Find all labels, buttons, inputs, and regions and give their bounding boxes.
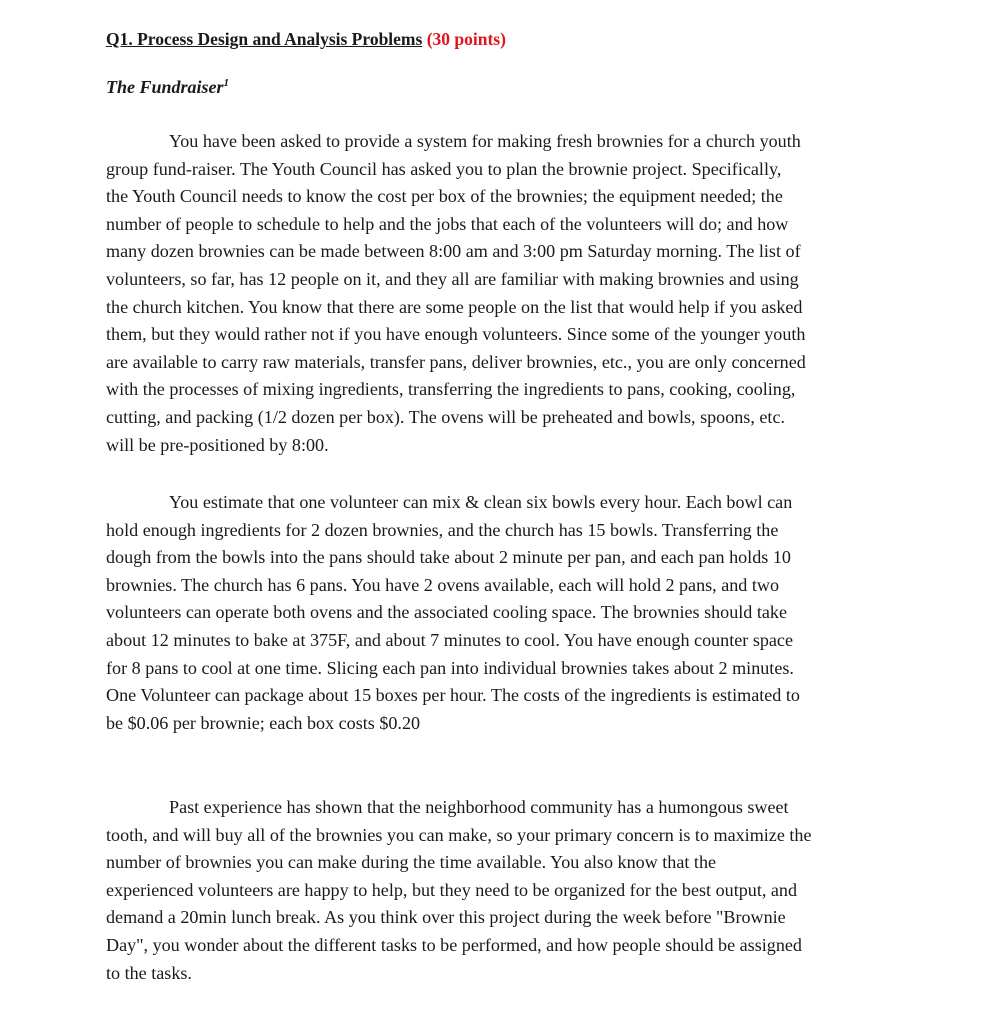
- section-subtitle: [106, 72, 936, 102]
- paragraph-line: experienced volunteers are happy to help, but they need to be organized for the best output, and: [106, 879, 798, 900]
- paragraph-line: tooth, and will buy all of the brownies you can make, so your primary concern is to maximize the: [106, 824, 812, 845]
- paragraph-line: You have been asked to provide a system for making fresh brownies for a church youth: [169, 131, 801, 151]
- paragraph-line: be $0.06 per brownie; each box costs $0.20: [106, 712, 421, 733]
- paragraph-line: many dozen brownies can be made between 8:00 am and 3:00 pm Saturday morning. The list of: [106, 241, 801, 262]
- paragraph-line: demand a 20min lunch break. As you think over this project during the week before "Brownie: [106, 907, 786, 928]
- question-title: Q1. Process Design and Analysis Problems: [106, 29, 423, 49]
- paragraph-line: for 8 pans to cool at one time. Slicing each pan into individual brownies takes about 2 minutes.: [106, 657, 794, 678]
- paragraph-line: cutting, and packing (1/2 dozen per box). The ovens will be preheated and bowls, spoons, etc.: [106, 406, 786, 427]
- paragraph-line: the church kitchen. You know that there are some people on the list that would help if you asked: [106, 296, 803, 317]
- footnote-mark: 1: [223, 77, 230, 89]
- paragraph-line: group fund-raiser. The Youth Council has asked you to plan the brownie project. Specifically,: [106, 158, 782, 179]
- paragraph-line: volunteers can operate both ovens and the associated cooling space. The brownies should take: [106, 602, 787, 623]
- paragraph-line: volunteers, so far, has 12 people on it, and they all are familiar with making brownies and using: [106, 268, 799, 289]
- subtitle-text: The Fundraiser: [106, 77, 224, 97]
- paragraph-line: will be pre-positioned by 8:00.: [106, 434, 329, 455]
- paragraph-2: [106, 489, 800, 737]
- paragraph-1: [106, 128, 806, 459]
- paragraph-line: You estimate that one volunteer can mix & clean six bowls every hour. Each bowl can: [169, 492, 793, 512]
- document-page: [106, 24, 936, 983]
- paragraph-line: with the processes of mixing ingredients, transferring the ingredients to pans, cooking, cooling,: [106, 379, 796, 400]
- paragraph-line: hold enough ingredients for 2 dozen brownies, and the church has 15 bowls. Transferring the: [106, 519, 779, 540]
- paragraph-line: about 12 minutes to bake at 375F, and about 7 minutes to cool. You have enough counter space: [106, 629, 793, 650]
- paragraph-line: dough from the bowls into the pans should take about 2 minute per pan, and each pan holds 10: [106, 547, 791, 568]
- paragraph-line: Day", you wonder about the different tasks to be performed, and how people should be assigned: [106, 934, 802, 955]
- paragraph-line: Past experience has shown that the neighborhood community has a humongous sweet: [169, 797, 789, 817]
- paragraph-line: are available to carry raw materials, transfer pans, deliver brownies, etc., you are only concerned: [106, 351, 806, 372]
- paragraph-line: number of brownies you can make during the time available. You also know that the: [106, 852, 717, 873]
- paragraph-line: the Youth Council needs to know the cost per box of the brownies; the equipment needed; the: [106, 186, 783, 207]
- paragraph-line: them, but they would rather not if you have enough volunteers. Since some of the younger youth: [106, 324, 806, 345]
- question-heading: [106, 24, 936, 54]
- question-points: (30 points): [422, 29, 506, 49]
- paragraph-3: [106, 794, 811, 987]
- paragraph-line: to the tasks.: [106, 962, 192, 983]
- paragraph-line: number of people to schedule to help and the jobs that each of the volunteers will do; and how: [106, 213, 789, 234]
- paragraph-line: brownies. The church has 6 pans. You have 2 ovens available, each will hold 2 pans, and two: [106, 574, 780, 595]
- paragraph-line: One Volunteer can package about 15 boxes per hour. The costs of the ingredients is estimated to: [106, 685, 800, 706]
